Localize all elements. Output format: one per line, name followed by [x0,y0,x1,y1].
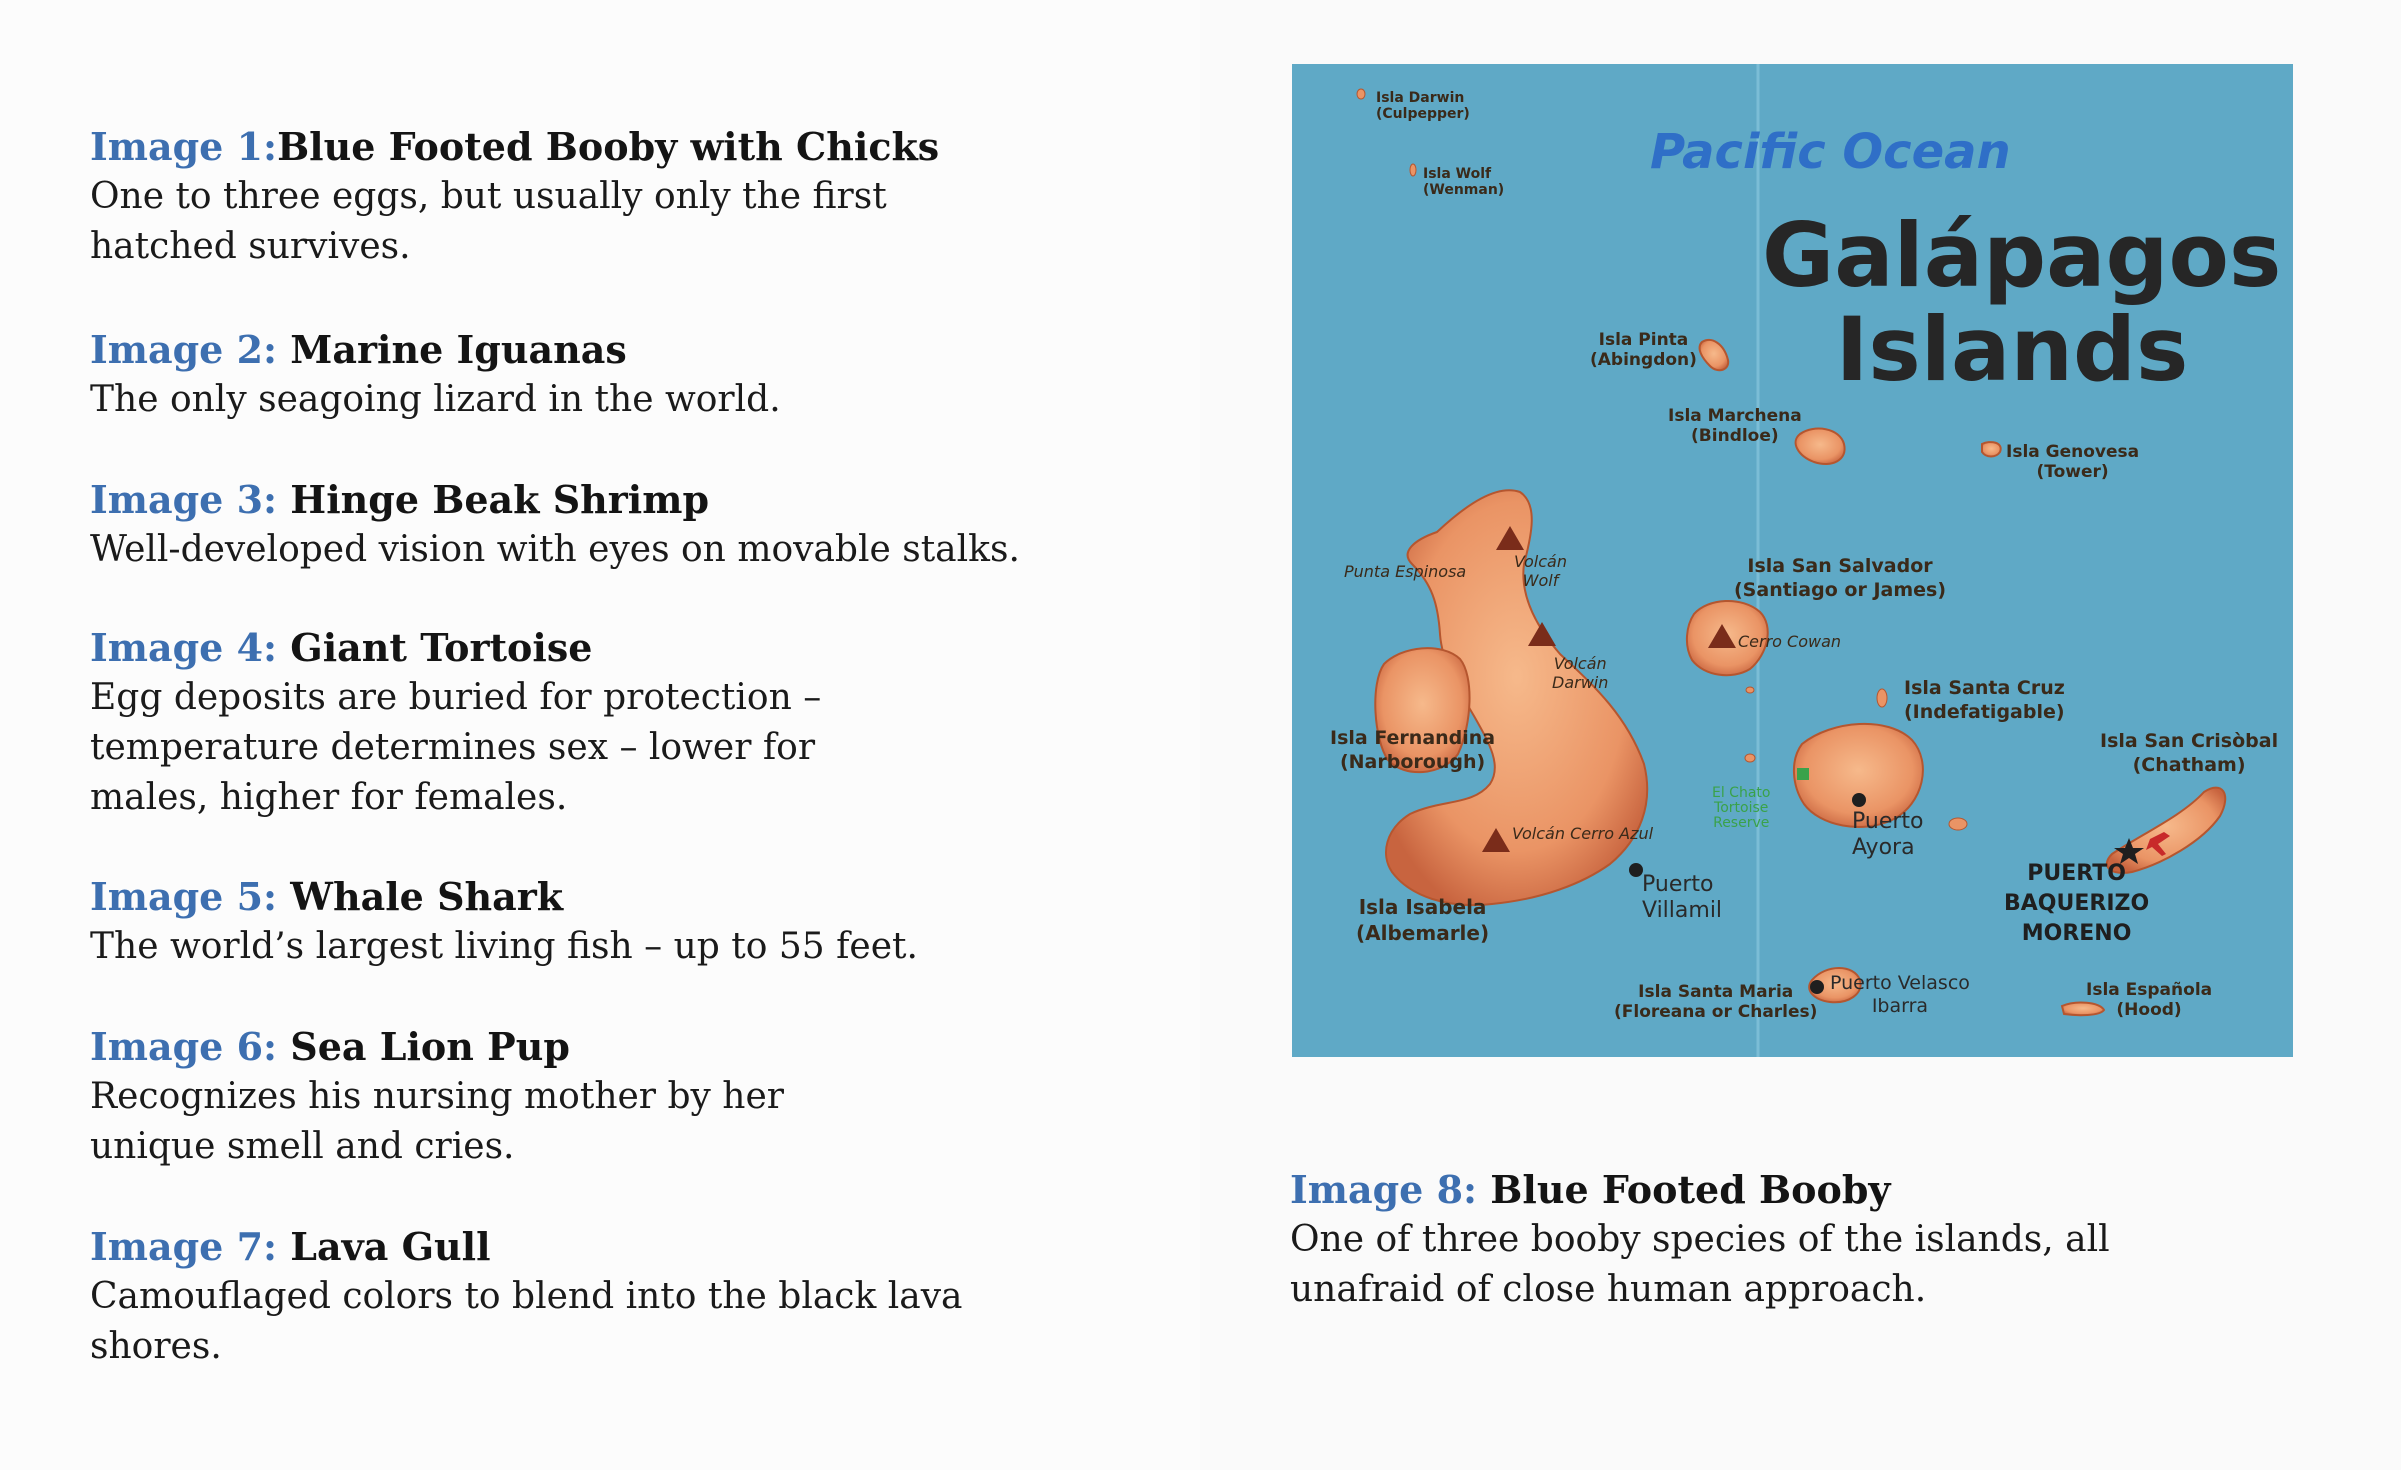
galapagos-map [1292,64,2293,1057]
caption-image-8 [1290,1165,2330,1315]
label-isla-wolf: Isla Wolf (Wenman) [1423,166,1505,198]
label-isla-fernandina: Isla Fernandina (Narborough) [1330,727,1496,773]
caption-text: Egg deposits are buried for protection – temperature determines sex – lower for males, higher for females. [90,677,822,818]
ocean-label: Pacific Ocean [1650,124,2011,180]
label-isla-genovesa: Isla Genovesa (Tower) [2006,442,2140,482]
caption-title: Sea Lion Pup [290,1024,570,1069]
caption-text: Recognizes his nursing mother by her unique smell and cries. [90,1076,784,1167]
caption-number: Image 1: [90,124,278,169]
label-puerto-baquerizo-moreno: PUERTO BAQUERIZO MORENO [2004,861,2150,946]
caption-text: The world’s largest living fish – up to 55 feet. [90,926,918,967]
map-title-line-1: Galápagos [1762,204,2282,307]
caption-number: Image 7: [90,1224,278,1269]
caption-image-6 [90,1022,1090,1172]
islet [1746,687,1754,693]
label-isla-isabela: Isla Isabela (Albemarle) [1356,895,1490,945]
label-isla-darwin: Isla Darwin (Culpepper) [1376,90,1470,122]
label-puerto-velasco-ibarra: Puerto Velasco Ibarra [1830,972,1970,1017]
caption-image-4 [90,623,1090,823]
caption-text: The only seagoing lizard in the world. [90,379,781,420]
caption-title: Hinge Beak Shrimp [290,477,710,522]
label-isla-san-cristobal: Isla San Crisòbal (Chatham) [2100,730,2279,776]
label-cerro-cowan: Cerro Cowan [1738,632,1842,651]
caption-title: Blue Footed Booby [1490,1167,1891,1212]
darwin-islet [1357,89,1365,99]
genovesa-island [1982,442,2001,456]
marchena-island [1796,429,1845,464]
label-puerto-villamil: Puerto Villamil [1642,872,1723,923]
label-volcan-cerro-azul: Volcán Cerro Azul [1512,824,1654,843]
label-isla-santa-maria: Isla Santa Maria (Floreana or Charles) [1614,982,1818,1022]
islet [1877,689,1887,707]
caption-image-1 [90,122,1090,272]
label-isla-pinta: Isla Pinta (Abingdon) [1590,330,1697,370]
town-dot [1852,793,1866,807]
caption-number: Image 3: [90,477,278,522]
caption-title: Blue Footed Booby with Chicks [277,124,940,169]
reserve-marker [1797,768,1809,780]
caption-title: Giant Tortoise [290,625,593,670]
caption-number: Image 6: [90,1024,278,1069]
caption-image-7 [90,1222,1090,1372]
caption-image-2 [90,325,1090,425]
left-page [0,0,1200,1470]
caption-number: Image 5: [90,874,278,919]
caption-title: Whale Shark [290,874,564,919]
caption-number: Image 8: [1290,1167,1478,1212]
map-title-line-2: Islands [1835,298,2189,401]
label-isla-espanola: Isla Española (Hood) [2086,980,2213,1020]
islet [1949,818,1967,830]
label-isla-marchena: Isla Marchena (Bindloe) [1668,406,1802,446]
caption-text: One of three booby species of the islands, all unafraid of close human approach. [1290,1219,2110,1310]
caption-image-5 [90,872,1090,972]
label-isla-santa-cruz: Isla Santa Cruz (Indefatigable) [1904,677,2065,723]
town-dot [1629,863,1643,877]
map-title [1762,204,2282,401]
label-puerto-ayora: Puerto Ayora [1852,809,1924,860]
caption-text: One to three eggs, but usually only the first hatched survives. [90,176,887,267]
caption-number: Image 2: [90,327,278,372]
caption-text: Well-developed vision with eyes on movable stalks. [90,529,1020,570]
caption-text: Camouflaged colors to blend into the black lava shores. [90,1276,963,1367]
caption-number: Image 4: [90,625,278,670]
islet [1745,754,1755,762]
label-volcan-darwin: Volcán Darwin [1552,654,1609,692]
label-punta-espinosa: Punta Espinosa [1344,562,1467,581]
caption-title: Lava Gull [290,1224,491,1269]
wolf-islet [1410,164,1416,176]
pinta-island [1700,340,1729,370]
label-el-chato-reserve: El Chato Tortoise Reserve [1712,785,1771,831]
caption-title: Marine Iguanas [290,327,627,372]
label-volcan-wolf: Volcán Wolf [1514,552,1567,590]
label-isla-san-salvador: Isla San Salvador (Santiago or James) [1734,555,1947,601]
caption-image-3 [90,475,1090,575]
